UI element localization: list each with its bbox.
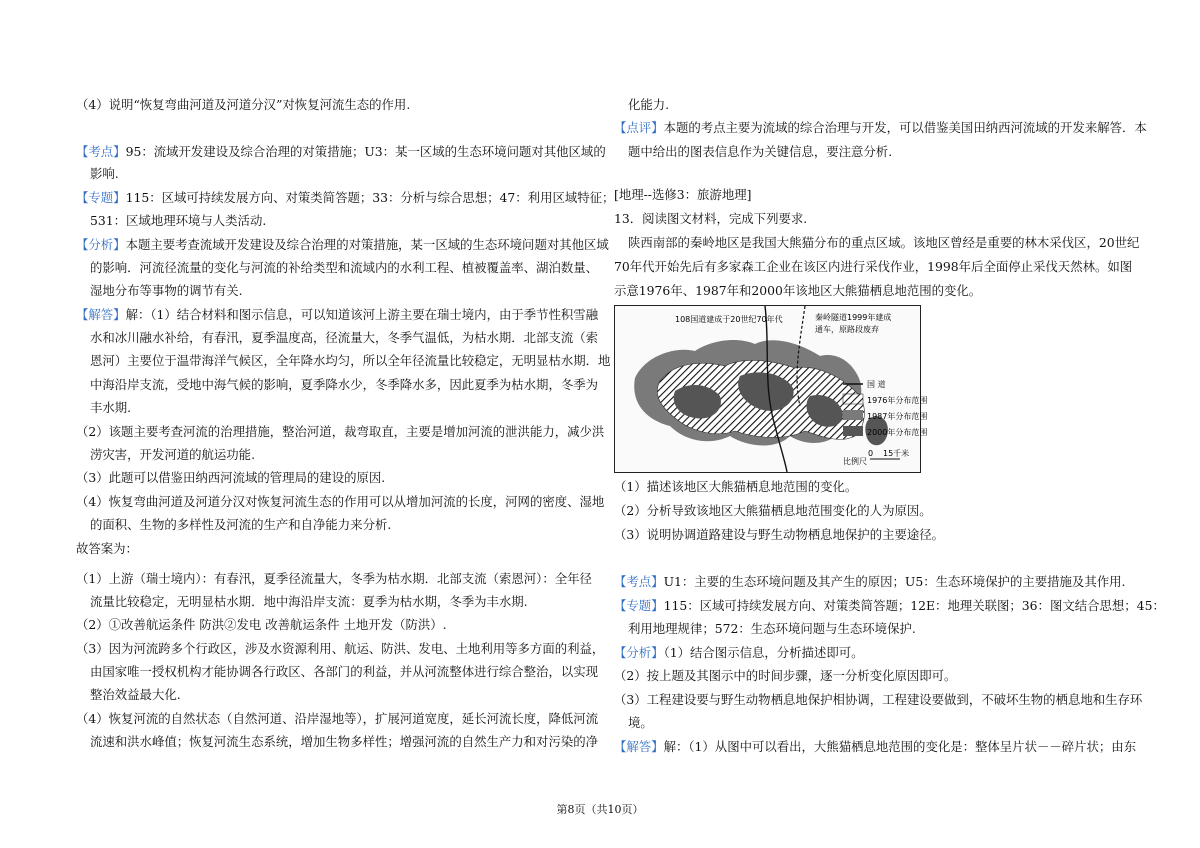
line-text: （3）工程建设要与野生动物栖息地保护相协调，工程建设要做到，不破坏生物的栖息地和生存环: [614, 692, 1143, 707]
line-text: 115：区域可持续发展方向、对策类简答题；33：分析与综合思想；47：利用区域特征；: [125, 190, 615, 205]
line-text: 95：流域开发建设及综合治理的对策措施；U3：某一区域的生态环境问题对其他区域的: [125, 144, 606, 159]
section-tag: 【解答】: [76, 307, 126, 322]
text-line: [614, 573, 1125, 591]
text-line: [614, 597, 1165, 615]
text-line: [628, 143, 892, 161]
scale-zero: 0: [868, 449, 874, 458]
line-text: （4）恢复河流的自然状态（自然河道、沿岸湿地等），扩展河道宽度，延长河流长度，降低河流: [76, 711, 599, 726]
line-text: 流量比较稳定，无明显枯水期．地中海沿岸支流：夏季为枯水期，冬季为丰水期.: [90, 594, 528, 609]
section-tag: 【专题】: [76, 190, 126, 205]
line-text: （2）①改善航运条件 防洪②发电 改善航运条件 土地开发（防洪）.: [76, 617, 447, 632]
section-tag: 【解答】: [614, 739, 664, 754]
line-text: 故答案为：: [76, 541, 138, 556]
text-line: [76, 306, 598, 324]
line-text: U1：主要的生态环境问题及其产生的原因；U5：生态环境保护的主要措施及其作用.: [663, 574, 1126, 589]
line-text: 境。: [628, 715, 653, 730]
line-text: （2）分析导致该地区大熊猫栖息地范围变化的人为原因。: [614, 503, 932, 518]
text-line: [90, 352, 610, 370]
line-text: 解：（1）从图中可以看出，大熊猫栖息地范围的变化是：整体呈片状－－碎片状；由东: [663, 739, 1137, 754]
text-line: [614, 478, 857, 496]
line-text: 流速和洪水峰值；恢复河流生态系统，增加生物多样性；增强河流的自然生产力和对污染的净: [90, 734, 599, 749]
line-text: （4）恢复弯曲河道及河道分汉对恢复河流生态的作用可以从增加河流的长度，河网的密度、湿地: [76, 494, 605, 509]
text-line: [90, 376, 598, 394]
text-line: [614, 644, 864, 662]
legend-2000-swatch: [843, 426, 863, 436]
section-tag: 【分析】: [76, 237, 126, 252]
legend-1976-label: 1976年分布范围: [867, 396, 928, 405]
text-line: [628, 714, 653, 732]
line-text: 13．阅读图文材料，完成下列要求.: [614, 211, 808, 226]
line-text: （1）结合图示信息，分析描述即可。: [663, 645, 864, 660]
line-text: 的影响．河流径流量的变化与河流的补给类型和流域内的水利工程、植被覆盖率、湖泊数量、: [90, 260, 599, 275]
text-line: [90, 329, 598, 347]
text-line: [90, 165, 119, 183]
text-line: [628, 96, 669, 114]
line-text: 解：（1）结合材料和图示信息，可以知道该河上游主要在瑞士境内，由于季节性积雪融: [125, 307, 599, 322]
section-tag: 【考点】: [76, 144, 126, 159]
text-line: [76, 540, 138, 558]
line-text: 陕西南部的秦岭地区是我国大熊猫分布的重点区域。该地区曾经是重要的林木采伐区，20世纪: [628, 235, 1140, 250]
line-text: 题中给出的图表信息作为关键信息，要注意分析.: [628, 144, 893, 159]
label-road-1970s: 108国道建成于20世纪70年代: [675, 315, 783, 324]
habitat-map-svg: [615, 306, 928, 472]
panda-habitat-map: [614, 305, 928, 473]
line-text: 示意1976年、1987年和2000年该地区大熊猫栖息地范围的变化。: [614, 283, 982, 298]
line-text: 丰水期.: [90, 400, 132, 415]
text-line: [90, 593, 528, 611]
text-line: [614, 526, 944, 544]
text-line: [76, 236, 609, 254]
line-text: 湿地分布等事物的调节有关.: [90, 283, 243, 298]
line-text: 本题的考点主要为流域的综合治理与开发，可以借鉴美国田纳西河流域的开发来解答．本: [663, 120, 1147, 135]
text-line: [76, 423, 604, 441]
text-line: [76, 616, 447, 634]
text-line: [90, 446, 255, 464]
text-line: [614, 186, 751, 204]
scale-label: 比例尺: [843, 457, 867, 466]
text-line: [628, 234, 1139, 252]
section-tag: 【专题】: [614, 598, 664, 613]
line-text: （4）说明“恢复弯曲河道及河道分汉”对恢复河流生态的作用.: [76, 97, 411, 112]
text-line: [90, 516, 391, 534]
legend-1987-label: 1987年分布范围: [867, 412, 928, 421]
legend-1987-swatch: [843, 410, 863, 420]
line-text: （3）说明协调道路建设与野生动物栖息地保护的主要途径。: [614, 527, 945, 542]
section-heading: [地理--选修3：旅游地理]: [614, 187, 752, 202]
line-text: （1）描述该地区大熊猫栖息地范围的变化。: [614, 479, 858, 494]
section-tag: 【点评】: [614, 120, 664, 135]
text-line: [76, 493, 604, 511]
line-text: （3）因为河流跨多个行政区，涉及水资源利用、航运、防洪、发电、土地利用等多方面的利益，: [76, 641, 605, 656]
line-text: 的面积、生物的多样性及河流的生产和自净能力来分析.: [90, 517, 392, 532]
text-line: [76, 143, 606, 161]
text-line: [90, 686, 181, 704]
text-line: [76, 710, 598, 728]
line-text: 利用地理规律；572：生态环境问题与生态环境保护.: [628, 621, 916, 636]
line-text: 影响.: [90, 166, 119, 181]
text-line: [614, 691, 1142, 709]
text-line: [76, 640, 604, 658]
text-line: [614, 210, 807, 228]
page-footer: 第8页（共10页）: [556, 803, 644, 816]
line-text: （2）该题主要考查河流的治理措施，整治河道，裁弯取直，主要是增加河流的泄洪能力，减少洪: [76, 424, 605, 439]
text-line: [76, 96, 410, 114]
line-text: 恩河）主要位于温带海洋气候区，全年降水均匀，所以全年径流量比较稳定，无明显枯水期．地: [90, 353, 611, 368]
text-line: [614, 738, 1136, 756]
section-tag: 【考点】: [614, 574, 664, 589]
line-text: 涝灾害，开发河道的航运功能.: [90, 447, 256, 462]
text-line: [90, 399, 131, 417]
legend-1976-swatch: [843, 394, 863, 404]
line-text: 中海沿岸支流，受地中海气候的影响，夏季降水少，冬季降水多，因此夏季为枯水期，冬季为: [90, 377, 599, 392]
line-text: 531：区域地理环境与人类活动.: [90, 213, 267, 228]
line-text: 70年代开始先后有多家森工企业在该区内进行采伐作业，1998年后全面停止采伐天然林。如图: [614, 259, 1133, 274]
line-text: 水和冰川融水补给，有春汛，夏季温度高，径流量大，冬季气温低，为枯水期．北部支流（索: [90, 330, 599, 345]
text-line: [628, 620, 916, 638]
line-text: （2）按上题及其图示中的时间步骤，逐一分析变化原因即可。: [614, 668, 957, 683]
text-line: [90, 663, 598, 681]
line-text: （3）此题可以借鉴田纳西河流域的管理局的建设的原因.: [76, 470, 386, 485]
text-line: [76, 189, 614, 207]
line-text: 115：区域可持续发展方向、对策类简答题；12E：地理关联图；36：图文结合思想；45：: [663, 598, 1165, 613]
line-text: （1）上游（瑞士境内）：有春汛，夏季径流量大，冬季为枯水期．北部支流（索恩河）：全年径: [76, 571, 592, 586]
line-text: 由国家唯一授权机构才能协调各行政区、各部门的利益，并从河流整体进行综合整治，以实现: [90, 664, 599, 679]
text-line: [76, 570, 592, 588]
text-line: [614, 119, 1147, 137]
text-line: [90, 282, 243, 300]
scale-fifteen: 15千米: [883, 449, 910, 458]
text-line: [76, 469, 385, 487]
text-line: [614, 667, 956, 685]
label-tunnel-2: 通车，原路段废弃: [815, 325, 879, 334]
legend-road-label: 国 道: [867, 380, 886, 389]
text-line: [90, 733, 598, 751]
line-text: 化能力.: [628, 97, 670, 112]
text-line: [614, 282, 981, 300]
text-line: [614, 502, 932, 520]
label-tunnel: 秦岭隧道1999年建成: [815, 313, 892, 322]
text-line: [614, 258, 1132, 276]
section-tag: 【分析】: [614, 645, 664, 660]
text-line: [90, 212, 266, 230]
line-text: 整治效益最大化.: [90, 687, 181, 702]
legend-2000-label: 2000年分布范围: [867, 428, 928, 437]
text-line: [90, 259, 598, 277]
line-text: 本题主要考查流域开发建设及综合治理的对策措施，某一区域的生态环境问题对其他区域: [125, 237, 609, 252]
